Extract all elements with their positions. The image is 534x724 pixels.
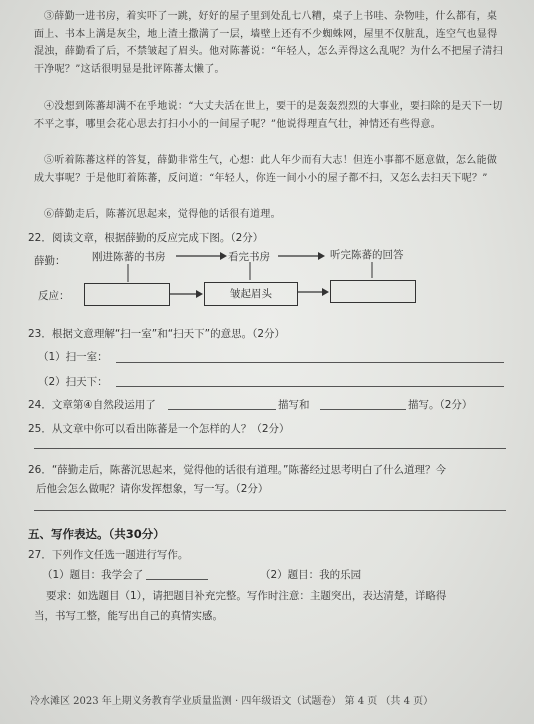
q23-item-2-label: （2）扫天下：	[38, 376, 108, 388]
flow-arrowhead-2	[318, 252, 325, 260]
section-5-title: 五、写作表达。（共30分）	[28, 527, 165, 541]
q22-stage-3: 听完陈蕃的回答	[330, 249, 404, 261]
question-27: 27．下列作文任选一题进行写作。	[28, 549, 189, 561]
q24-blank-2[interactable]	[320, 409, 406, 410]
q24-blank-1[interactable]	[168, 409, 276, 410]
reaction-box-2	[204, 282, 298, 306]
paragraph-3: ③薛勤一进书房，着实吓了一跳，好好的屋子里到处乱七八糟，桌子上书哇、杂物哇，什么都有，桌面上、书本上满是灰尘，地上渣土撒满了一层，墙壁上还有不少蜘蛛网，屋里不仅脏乱，连空气也显得混浊，薛勤看了后，不禁皱起了眉头。他对陈蕃说：“年轻人，怎么弄得这么乱呢？为什么不把屋子清扫干净呢？”这话很明显是批评陈蕃太懒了。	[34, 11, 503, 75]
essay-topic-2: （2）题目：我的乐园	[260, 569, 362, 581]
question-26-line-2: 后他会怎么做呢？请你发挥想象，写一写。（2分）	[36, 483, 269, 495]
paragraph-5: ⑤听着陈蕃这样的答复，薛勤非常生气，心想：此人年少而有大志！但连小事都不愿意做，怎么能做成大事呢？于是他盯着陈蕃，反问道：“年轻人，你连一间小小的屋子都不扫，又怎么去扫天下呢？”	[34, 155, 498, 184]
reaction-text-2: 皱起眉头	[230, 288, 272, 300]
q25-answer-line[interactable]	[34, 448, 506, 449]
reaction-answer-box-1[interactable]	[84, 283, 170, 306]
q22-stage-2: 看完书房	[228, 251, 270, 263]
q26-answer-line[interactable]	[34, 510, 506, 511]
essay-requirement-2: 当，书写工整，能写出自己的真情实感。	[34, 610, 223, 622]
page-footer: 冷水滩区 2023 年上期义务教育学业质量监测 · 四年级语文（试题卷） 第 4 页 （共 4 页）	[30, 696, 434, 707]
paragraph-4: ④没想到陈蕃却满不在乎地说：“大丈夫活在世上，要干的是轰轰烈烈的大事业，要扫除的是天下一切不平之事，哪里会花心思去打扫小小的一间屋子呢？”他说得理直气壮，神情还有些得意。	[34, 101, 503, 130]
q22-stage-1: 刚进陈蕃的书房	[92, 251, 166, 263]
question-22: 22．阅读文章，根据薛勤的反应完成下图。（2分）	[28, 232, 264, 244]
question-26-line-1: 26．“薛勤走后，陈蕃沉思起来，觉得他的话很有道理。”陈蕃经过思考明白了什么道理？今	[28, 464, 446, 476]
question-25: 25．从文章中你可以看出陈蕃是一个怎样的人？（2分）	[28, 423, 290, 435]
essay-requirement-1: 要求：如选题目（1），请把题目补充完整。写作时注意：主题突出，表达清楚，详略得	[46, 590, 447, 602]
q22-row-label: 薛勤：	[34, 255, 66, 267]
q23-item-1-label: （1）扫一室：	[38, 351, 108, 363]
essay-topic-1: （1）题目：我学会了	[42, 569, 144, 581]
q23-answer-line-1[interactable]	[116, 362, 504, 363]
question-24-mid: 描写和	[278, 399, 310, 411]
q23-answer-line-2[interactable]	[116, 386, 504, 387]
question-23: 23．根据文意理解“扫一室”和“扫天下”的意思。（2分）	[28, 328, 286, 340]
question-24-prefix: 24．文章第④自然段运用了	[28, 399, 156, 411]
q22-reaction-label: 反应：	[38, 290, 70, 302]
paragraph-6: ⑥薛勤走后，陈蕃沉思起来，觉得他的话很有道理。	[44, 209, 281, 220]
reaction-answer-box-3[interactable]	[330, 280, 416, 303]
essay-topic-1-blank[interactable]	[146, 579, 208, 580]
flow-arrowhead-1	[220, 252, 227, 260]
flow-arrowhead-3	[196, 290, 203, 298]
q22-flow-diagram	[0, 0, 534, 320]
flow-arrowhead-4	[322, 288, 329, 296]
question-24-suffix: 描写。（2分）	[408, 399, 473, 411]
